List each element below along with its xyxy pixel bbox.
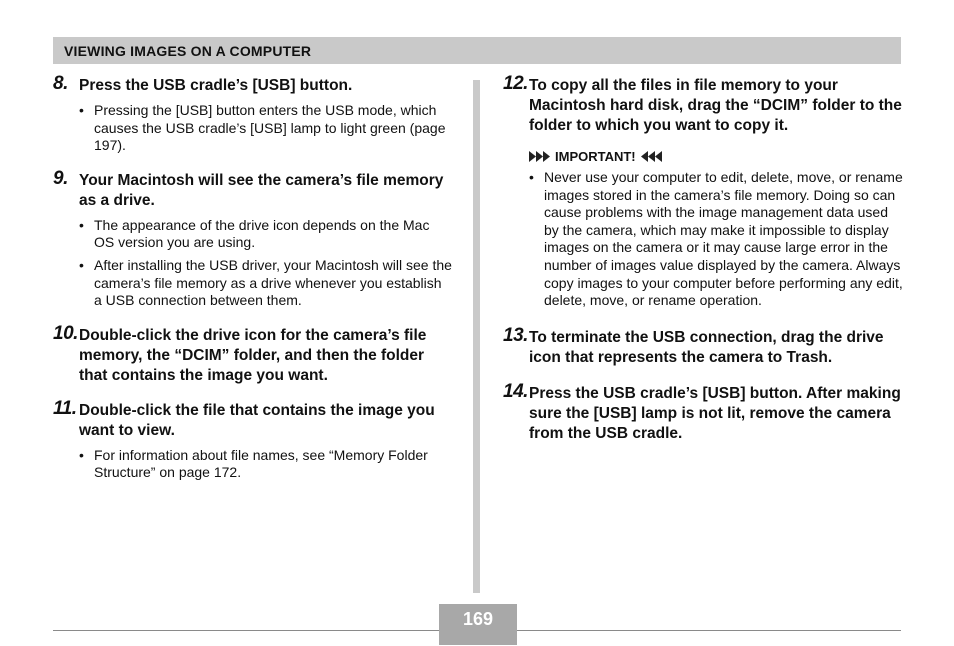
step-14 [503, 380, 903, 444]
section-header-bar [53, 37, 901, 64]
step-number: 10. [53, 322, 78, 344]
step-number: 13. [503, 324, 528, 346]
step-8 [53, 73, 453, 96]
bullet-item: • Pressing the [USB] button enters the USB mode, which causes the USB cradle’s [USB] lamp to light green (page 197). [79, 102, 453, 155]
section-title: VIEWING IMAGES ON A COMPUTER [64, 43, 312, 59]
step-text: To copy all the files in file memory to your Macintosh hard disk, drag the “DCIM” folder to the folder to which you want to copy it. [529, 77, 902, 134]
step-text: Press the USB cradle’s [USB] button. After making sure the [USB] lamp is not lit, remove the camera from the USB cradle. [529, 384, 901, 442]
step-number: 9. [53, 167, 68, 189]
triple-arrow-right-icon [529, 151, 551, 162]
triple-arrow-left-icon [641, 151, 663, 162]
step-9 [53, 167, 453, 211]
bullet-item: • The appearance of the drive icon depends on the Mac OS version you are using. [79, 217, 453, 252]
step-number: 8. [53, 73, 68, 94]
step-11 [53, 397, 453, 441]
important-label: IMPORTANT! [555, 149, 636, 164]
step-number: 11. [53, 397, 77, 419]
page-number-box [439, 604, 517, 645]
page-number: 169 [462, 609, 494, 629]
step-text: To terminate the USB connection, drag the drive icon that represents the camera to Trash. [529, 328, 884, 366]
step-10 [53, 322, 453, 386]
step-text: Double-click the file that contains the image you want to view. [79, 401, 435, 439]
step-text: Your Macintosh will see the camera’s file memory as a drive. [79, 171, 444, 209]
step-text: Press the USB cradle’s [USB] button. [79, 77, 353, 94]
bullet-item: • Never use your computer to edit, delete, move, or rename images stored in the camera’s file memory. Doing so can cause problems with the image management data used by the camera, which may make it impossible to display images on the camera or it may cause large error in the number of images value displayed by the camera. Always copy images to your computer before performing any edit, delete, move, or rename operation. [529, 169, 903, 310]
step-11-notes [53, 447, 453, 482]
right-column [503, 73, 903, 444]
column-divider [473, 80, 480, 593]
step-number: 12. [503, 73, 528, 94]
step-9-notes [53, 217, 453, 310]
step-number: 14. [503, 380, 528, 402]
important-notes [503, 169, 903, 310]
step-text: Double-click the drive icon for the camera’s file memory, the “DCIM” folder, and then the folder that contains the image you want. [79, 326, 427, 384]
step-13 [503, 324, 903, 368]
step-12 [503, 73, 903, 136]
step-8-notes [53, 102, 453, 155]
left-column [53, 73, 453, 487]
bullet-item: • After installing the USB driver, your Macintosh will see the camera’s file memory as a drive whenever you establish a USB connection between them. [79, 257, 453, 310]
important-notice [503, 149, 903, 164]
bullet-item: • For information about file names, see “Memory Folder Structure” on page 172. [79, 447, 453, 482]
